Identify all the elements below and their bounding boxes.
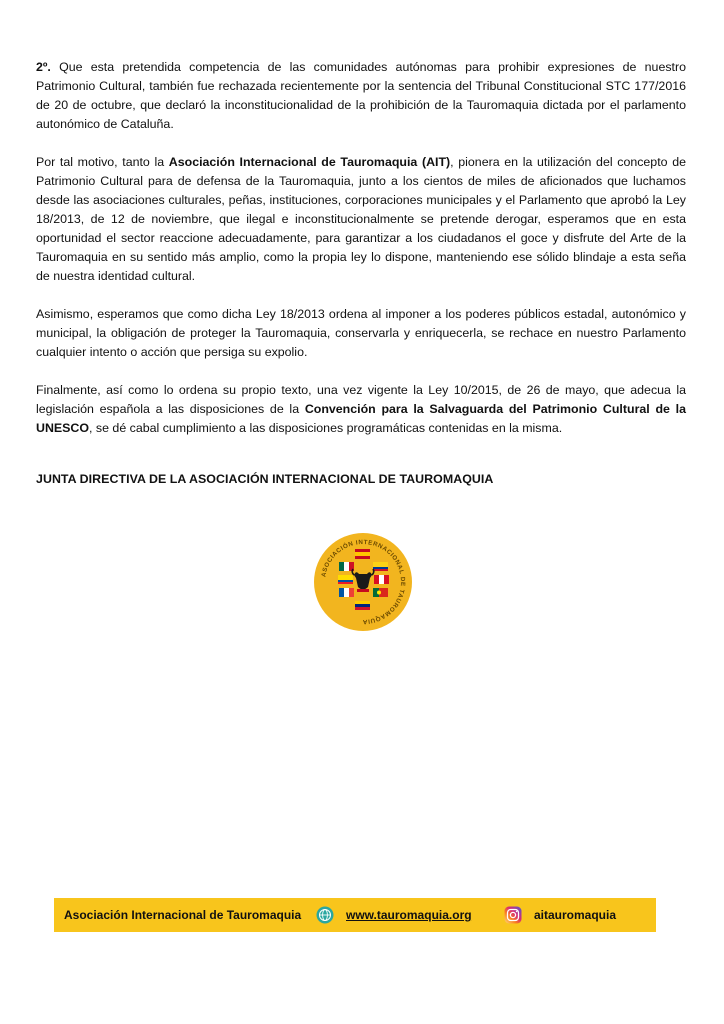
instagram-icon: [504, 906, 522, 924]
paragraph-3: Asimismo, esperamos que como dicha Ley 18/2013 ordena al imponer a los poderes públicos estadal, autonómico y municipal, la obligación de proteger la Tauromaquia, conservarla y enriquecerla, se rechace en nuestro Parlamento cualquier intento o acción que persiga su expolio.: [36, 307, 686, 359]
flag-venezuela: [355, 601, 370, 610]
paragraph-4-lead: Finalmente, así como lo ordena su propio texto, una vez vigente la Ley 10/2015, de 26 de mayo, que adecua la legislación española a las disposiciones de la: [36, 383, 686, 416]
flag-colombia: [373, 562, 388, 571]
document-body: [36, 58, 686, 457]
seal-graphic: [313, 532, 413, 632]
paragraph-2-org-name: Asociación Internacional de Tauromaquia (AIT): [168, 155, 451, 169]
flag-portugal: [373, 588, 388, 597]
paragraph-2-text: , pionera en la utilización del concepto de Patrimonio Cultural para de defensa de la Tauromaquia, junto a los cientos de miles de aficionados que luchamos desde las asociaciones culturales, peñas, instituciones, corporaciones municipales y el Parlamento que aprobó la Ley 18/2013, de 12 de noviembre, que ilegal e inconstitucionalmente se pretende derogar, esperamos que en esta oportunidad el sector reaccione adecuadamente, para garantizar a los ciudadanos el goce y disfrute del Arte de la Tauromaquia en su sentido más amplio, como la propia ley lo dispone, manteniendo ese sólido blindaje a esta seña de nuestra identidad cultural.: [36, 155, 686, 283]
footer-bar: [54, 898, 656, 932]
paragraph-1: [36, 58, 686, 134]
flag-ecuador: [338, 575, 353, 584]
seal-ring-text: ASOCIACIÓN INTERNACIONAL DE TAUROMAQUIA: [320, 538, 407, 626]
signature-heading: JUNTA DIRECTIVA DE LA ASOCIACIÓN INTERNACIONAL DE TAUROMAQUIA: [36, 472, 494, 486]
paragraph-1-number: 2º.: [36, 60, 51, 74]
paragraph-4-convention: Convención para la Salvaguarda del Patrimonio Cultural de la UNESCO: [36, 402, 686, 435]
flag-france: [339, 588, 354, 597]
ait-seal-logo: [313, 532, 413, 632]
flag-spain: [355, 549, 370, 559]
paragraph-4-text: , se dé cabal cumplimiento a las disposiciones programáticas contenidas en la misma.: [89, 421, 563, 435]
paragraph-2-lead: Por tal motivo, tanto la: [36, 155, 169, 169]
paragraph-1-text: Que esta pretendida competencia de las comunidades autónomas para prohibir expresiones de nuestro Patrimonio Cultural, también fue rechazada recientemente por la sentencia del Tribunal Constitucional STC 177/2016 de 20 de octubre, que declaró la inconstitucionalidad de la prohibición de la Tauromaquia dictada por el parlamento autonómico de Cataluña.: [36, 60, 686, 131]
paragraph-2: [36, 153, 686, 286]
website-link[interactable]: www.tauromaquia.org: [346, 908, 472, 922]
paragraph-4: [36, 381, 686, 438]
instagram-handle[interactable]: aitauromaquia: [534, 908, 617, 922]
flag-peru: [374, 575, 389, 584]
footer-org-name: Asociación Internacional de Tauromaquia: [64, 908, 302, 922]
globe-icon: [316, 906, 334, 924]
